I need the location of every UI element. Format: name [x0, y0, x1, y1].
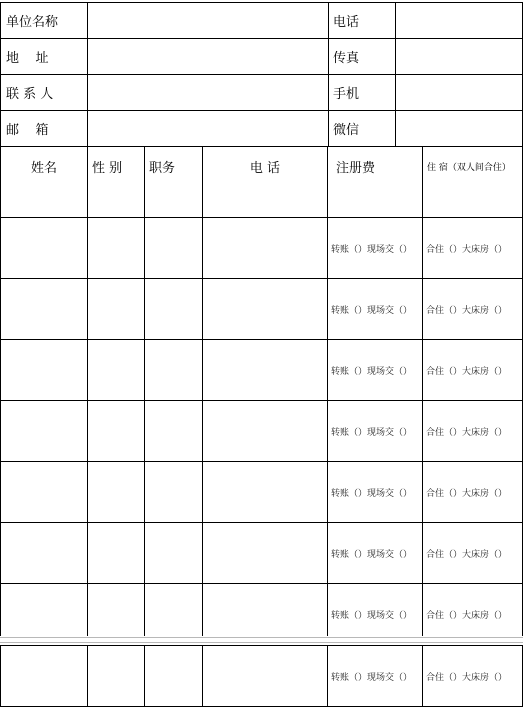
- attendee-header-row: [1, 147, 523, 218]
- attendee-gender-field[interactable]: [88, 401, 145, 462]
- fax-field[interactable]: [396, 39, 523, 75]
- attendee-table: [0, 146, 523, 645]
- attendee-table-continued: [0, 645, 523, 707]
- contact-row: [1, 75, 523, 111]
- attendee-name-field[interactable]: [1, 279, 88, 340]
- attendee-position-field[interactable]: [145, 401, 203, 462]
- attendee-gender-field[interactable]: [88, 218, 145, 279]
- attendee-position-field[interactable]: [145, 340, 203, 401]
- attendee-fee-options[interactable]: 转账（）现场交（）: [328, 523, 423, 584]
- attendee-stay-options[interactable]: 合住（）大床房（）: [423, 462, 523, 523]
- mobile-label: 手机: [329, 75, 396, 111]
- attendee-fee-options[interactable]: 转账（）现场交（）: [328, 646, 423, 707]
- attendee-gender-field[interactable]: [88, 279, 145, 340]
- attendee-phone-field[interactable]: [203, 646, 328, 707]
- contact-field[interactable]: [88, 75, 329, 111]
- header-name: 姓名: [1, 147, 88, 218]
- attendee-position-field[interactable]: [145, 218, 203, 279]
- mobile-field[interactable]: [396, 75, 523, 111]
- attendee-fee-options[interactable]: 转账（）现场交（）: [328, 462, 423, 523]
- attendee-name-field[interactable]: [1, 218, 88, 279]
- attendee-stay-options[interactable]: 合住（）大床房（）: [423, 340, 523, 401]
- attendee-row: [1, 279, 523, 340]
- attendee-position-field[interactable]: [145, 523, 203, 584]
- attendee-fee-options[interactable]: 转账（）现场交（）: [328, 279, 423, 340]
- address-field[interactable]: [88, 39, 329, 75]
- fax-label: 传真: [329, 39, 396, 75]
- attendee-position-field[interactable]: [145, 646, 203, 707]
- attendee-name-field[interactable]: [1, 401, 88, 462]
- attendee-name-field[interactable]: [1, 523, 88, 584]
- attendee-position-field[interactable]: [145, 279, 203, 340]
- attendee-phone-field[interactable]: [203, 401, 328, 462]
- attendee-name-field[interactable]: [1, 340, 88, 401]
- attendee-phone-field[interactable]: [203, 218, 328, 279]
- attendee-stay-options[interactable]: 合住（）大床房（）: [423, 218, 523, 279]
- attendee-position-field[interactable]: [145, 462, 203, 523]
- attendee-fee-options[interactable]: 转账（）现场交（）: [328, 340, 423, 401]
- unit-row: [1, 3, 523, 39]
- phone-label: 电话: [329, 3, 396, 39]
- attendee-row: [1, 462, 523, 523]
- contact-label: 联 系 人: [1, 75, 88, 111]
- address-row: [1, 39, 523, 75]
- attendee-gender-field[interactable]: [88, 523, 145, 584]
- attendee-stay-options[interactable]: 合住（）大床房（）: [423, 584, 523, 645]
- attendee-fee-options[interactable]: 转账（）现场交（）: [328, 218, 423, 279]
- attendee-phone-field[interactable]: [203, 340, 328, 401]
- attendee-name-field[interactable]: [1, 462, 88, 523]
- phone-field[interactable]: [396, 3, 523, 39]
- attendee-row: [1, 401, 523, 462]
- header-position: 职务: [145, 147, 203, 218]
- wechat-label: 微信: [329, 111, 396, 147]
- attendee-row: [1, 523, 523, 584]
- attendee-row: [1, 646, 523, 707]
- attendee-stay-options[interactable]: 合住（）大床房（）: [423, 401, 523, 462]
- attendee-fee-options[interactable]: 转账（）现场交（）: [328, 401, 423, 462]
- unit-info-table: [0, 2, 523, 147]
- unit-field[interactable]: [88, 3, 329, 39]
- page-break-line-top: [0, 637, 523, 638]
- attendee-phone-field[interactable]: [203, 279, 328, 340]
- address-label: 地 址: [1, 39, 88, 75]
- wechat-field[interactable]: [396, 111, 523, 147]
- header-stay: 住 宿（双人间合住）: [423, 147, 523, 218]
- page-break-line-bottom: [0, 642, 523, 643]
- attendee-stay-options[interactable]: 合住（）大床房（）: [423, 279, 523, 340]
- attendee-phone-field[interactable]: [203, 462, 328, 523]
- attendee-stay-options[interactable]: 合住（）大床房（）: [423, 646, 523, 707]
- unit-label: 单位名称: [1, 3, 88, 39]
- email-field[interactable]: [88, 111, 329, 147]
- attendee-gender-field[interactable]: [88, 646, 145, 707]
- attendee-gender-field[interactable]: [88, 462, 145, 523]
- attendee-gender-field[interactable]: [88, 340, 145, 401]
- header-phone: 电 话: [203, 147, 328, 218]
- attendee-stay-options[interactable]: 合住（）大床房（）: [423, 523, 523, 584]
- email-row: [1, 111, 523, 147]
- attendee-phone-field[interactable]: [203, 523, 328, 584]
- header-fee: 注册费: [328, 147, 423, 218]
- attendee-fee-options[interactable]: 转账（）现场交（）: [328, 584, 423, 645]
- attendee-name-field[interactable]: [1, 646, 88, 707]
- email-label: 邮 箱: [1, 111, 88, 147]
- header-gender: 性 别: [88, 147, 145, 218]
- attendee-row: [1, 340, 523, 401]
- attendee-row: [1, 218, 523, 279]
